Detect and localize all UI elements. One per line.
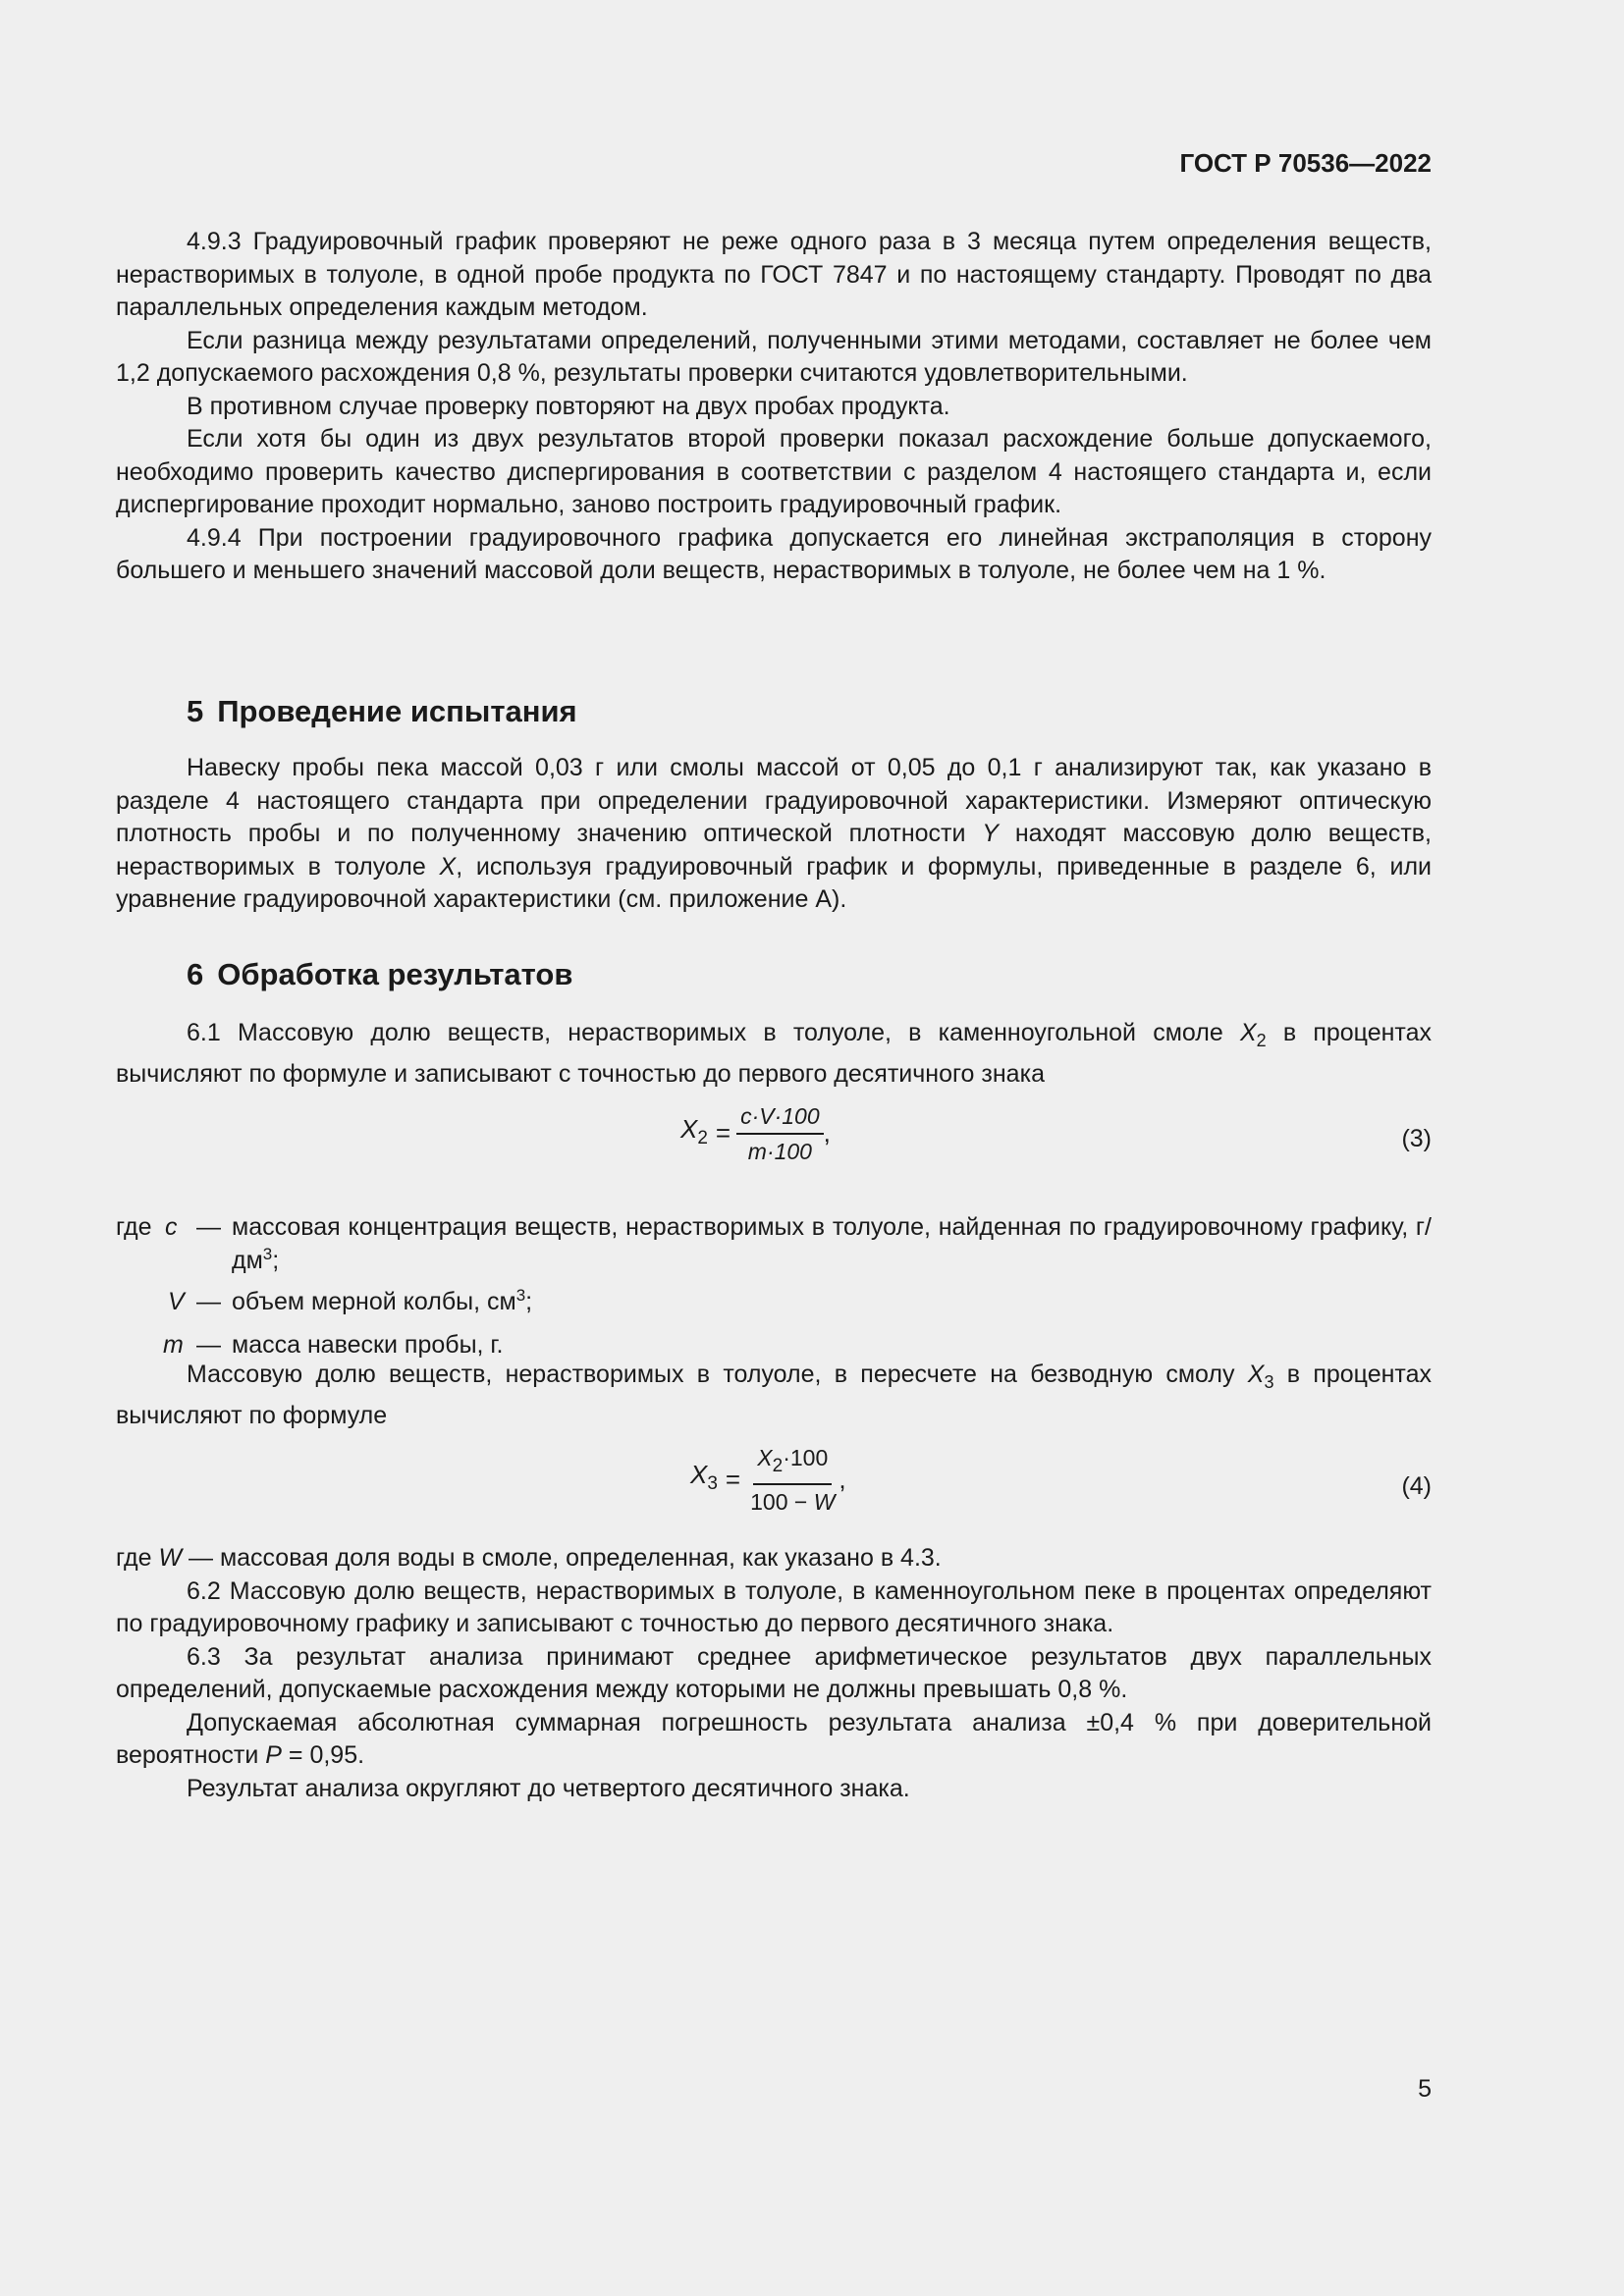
paragraph-6-2: 6.2 Массовую долю веществ, нерастворимых в толуоле, в каменноугольном пеке в процентах определяют по градуировочному графику и записывают с точностью до первого десятичного знака.: [116, 1576, 1432, 1637]
formula-3-definitions: [116, 1211, 1432, 1362]
formula-number: (3): [1401, 1125, 1432, 1152]
section-6-rest: [116, 1542, 1432, 1805]
document-id-header: ГОСТ Р 70536—2022: [1179, 148, 1432, 178]
section-6-p61: [116, 1017, 1432, 1091]
paragraph-4-9-3-dispersion: Если хотя бы один из двух результатов второй проверки показал расхождение больше допускаемого, необходимо проверить качество диспергирования в соответствии с разделом 4 настоящего стандарта и, если диспергирование проходит нормально, заново построить градуировочный график.: [116, 425, 1432, 518]
formula-3: [116, 1101, 1432, 1180]
section-6-heading: [116, 955, 1432, 994]
paragraph-x3-intro: [116, 1359, 1432, 1432]
paragraph-error: Допускаемая абсолютная суммарная погрешность результата анализа ±0,4 % при доверительной вероятности P = 0,95.: [116, 1708, 1432, 1769]
formula-4: [116, 1443, 1432, 1522]
formula-number: (4): [1401, 1472, 1432, 1500]
formula-3-body: $X_2$ = $\frac{c\cdot V\cdot 100}{m\cdot 100}$ ,: [680, 1103, 831, 1164]
paragraph-6-3: 6.3 За результат анализа принимают среднее арифметическое результатов двух параллельных определений, допускаемые расхождения между которыми не должны превышать 0,8 %.: [116, 1642, 1432, 1703]
page-number: 5: [1418, 2075, 1432, 2103]
formula-fraction: $\frac{X_2\cdot 100}{100 - W}$: [750, 1445, 836, 1515]
section-title: 6 Обработка результатов: [187, 957, 573, 991]
paragraph-4-9-3: 4.9.3 Градуировочный график проверяют не реже одного раза в 3 месяца путем определения веществ, нерастворимых в толуоле, в одной пробе продукта по ГОСТ 7847 и по настоящему стандарту. Проводят по два параллельных определения каждым методом.: [116, 228, 1432, 321]
definition-m: m — масса навески пробы, г.: [163, 1331, 504, 1359]
formula-fraction: $\frac{c\cdot V\cdot 100}{m\cdot 100}$: [736, 1101, 824, 1166]
paragraph-6-1: 6.1 Массовую долю веществ, нерастворимых в толуоле, в каменноугольной смоле $X_2$ в процентах вычисляют по формуле и записывают с точностью до первого десятичного знака: [116, 1019, 1432, 1088]
formula-lhs: $X_2$: [680, 1113, 708, 1148]
paragraph-4-9-3-condition: Если разница между результатами определений, полученными этими методами, составляет не более чем 1,2 допускаемого расхождения 0,8 %, результаты проверки считаются удовлетворительными.: [116, 326, 1432, 387]
document-page: [116, 0, 1432, 2296]
section-5-body: [116, 752, 1432, 917]
paragraph-5-procedure: Навеску пробы пека массой 0,03 г или смолы массой от 0,05 до 0,1 г анализируют так, как указано в разделе 4 настоящего стандарта при определении градуировочной характеристики. Измеряют оптическую плотность пробы и по полученному значению оптической плотности Y находят массовую долю веществ, нерастворимых в толуоле X, используя градуировочный график и формулы, приведенные в разделе 6, или уравнение градуировочной характеристики (см. приложение А).: [116, 754, 1432, 913]
paragraph-rounding: Результат анализа округляют до четвертого десятичного знака.: [187, 1774, 910, 1802]
formula-lhs: $X_3$: [690, 1460, 718, 1495]
paragraph-x3: Массовую долю веществ, нерастворимых в толуоле, в пересчете на безводную смолу $X_3$ в процентах вычисляют по формуле: [116, 1361, 1432, 1429]
definition-w: где W — массовая доля воды в смоле, определенная, как указано в 4.3.: [116, 1544, 942, 1572]
section-5-heading: [116, 692, 1432, 731]
formula-4-body: $X_3$ = $\frac{X_2\cdot 100}{100 - W}$ ,: [690, 1445, 846, 1515]
paragraph-4-9-3-retry: В противном случае проверку повторяют на двух пробах продукта.: [187, 392, 950, 420]
definition-c: где c — массовая концентрация веществ, нерастворимых в толуоле, найденная по градуировочному графику, $г/дм^3$;: [116, 1213, 1432, 1274]
paragraph-4-9-4: 4.9.4 При построении градуировочного графика допускается его линейная экстраполяция в сторону большего и меньшего значений массовой доли веществ, нерастворимых в толуоле, не более чем на 1 %.: [116, 523, 1432, 584]
section-4-continuation: [116, 226, 1432, 588]
definition-v: V — объем мерной колбы, $см^3$;: [168, 1286, 533, 1315]
section-title: 5 Проведение испытания: [187, 694, 577, 728]
